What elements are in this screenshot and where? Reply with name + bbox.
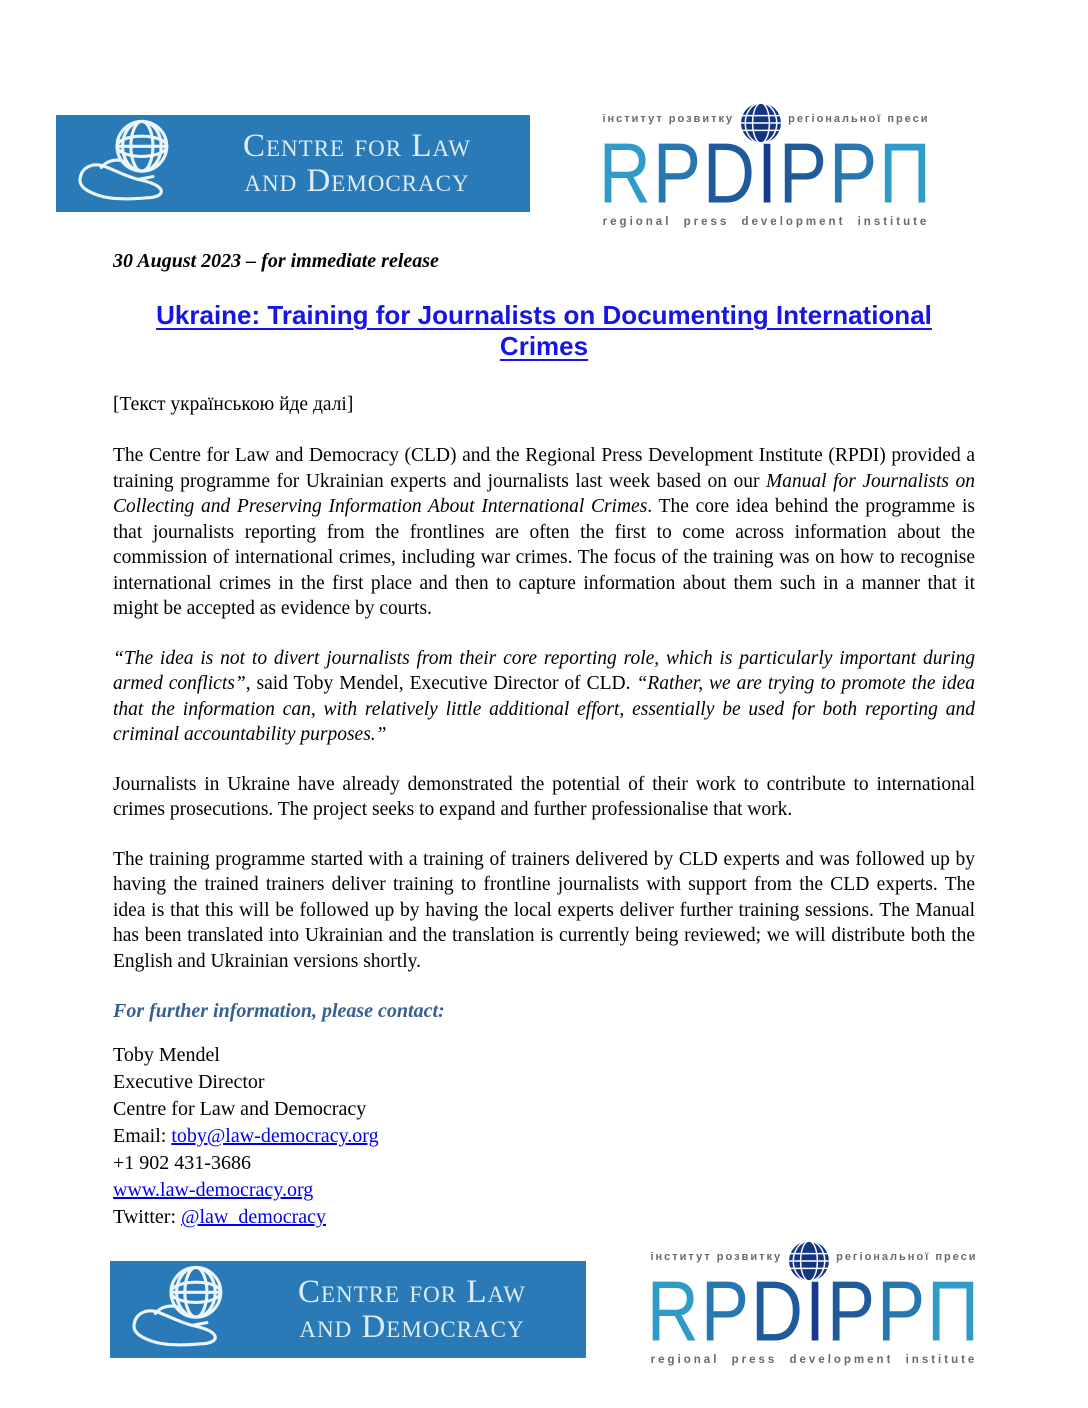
- cld-logo-text: [252, 1275, 572, 1344]
- rpdi-ukr-left: інститут розвитку: [650, 1251, 783, 1263]
- paragraph-intro: [113, 443, 975, 622]
- twitter-link[interactable]: @law_democracy: [181, 1206, 327, 1228]
- email-label: Email:: [113, 1125, 172, 1147]
- hand-globe-icon: [124, 1261, 242, 1358]
- rpdi-letter: D: [703, 126, 758, 222]
- hand-globe-icon: [70, 115, 188, 212]
- cld-logo-top: [56, 115, 530, 212]
- quote-part2: “Rather, we are trying to promote the idea that the information can, with relatively little additional effort, essentially be used for both reporting and criminal accountability purposes.”: [113, 673, 975, 745]
- manual-title-italic: Manual for Journalists on Collecting and Preserving Information About International Crimes: [113, 470, 975, 517]
- rpdi-letter: Р: [779, 126, 830, 222]
- rpdi-letter: Р: [829, 126, 880, 222]
- page-title: Ukraine: Training for Journalists on Documenting International Crimes: [156, 300, 932, 361]
- contact-org: Centre for Law and Democracy: [113, 1098, 367, 1120]
- cld-logo-line1: Centre for Law: [298, 1273, 526, 1310]
- rpdi-ukr-right: регіональної преси: [788, 113, 930, 125]
- quote-attribution: , said Toby Mendel, Executive Director of CLD.: [245, 673, 637, 694]
- contact-phone: +1 902 431-3686: [113, 1152, 251, 1174]
- cld-logo-text: [198, 129, 516, 198]
- rpdi-letter: І: [757, 126, 780, 222]
- contact-website-line: [113, 1177, 975, 1204]
- rpdi-ukr-left: інститут розвитку: [602, 113, 735, 125]
- rpdi-letter: R: [646, 1264, 702, 1360]
- rpdi-ukr-right: регіональної преси: [836, 1251, 978, 1263]
- date-line: 30 August 2023 – for immediate release: [113, 250, 439, 272]
- rpdi-letter: Р: [877, 1264, 928, 1360]
- website-link[interactable]: www.law-democracy.org: [113, 1179, 314, 1201]
- cld-logo-bottom: [110, 1261, 586, 1358]
- twitter-label: Twitter:: [113, 1206, 182, 1228]
- cld-logo-line1: Centre for Law: [243, 127, 471, 164]
- rpdi-letter: І: [805, 1264, 828, 1360]
- contact-heading: For further information, please contact:: [113, 1000, 445, 1022]
- paragraph-training: The training programme started with a training of trainers delivered by CLD experts and was followed up by having the trained trainers deliver training to frontline journalists with support from the CLD experts. The idea is that this will be followed up by having the local experts deliver further training sessions. The Manual has been translated into Ukrainian and the translation is currently being reviewed; we will distribute both the English and Ukrainian versions shortly.: [113, 848, 975, 972]
- rpdi-logo-bottom: [644, 1240, 984, 1366]
- rpdi-subtitle: regional press development institute: [650, 1354, 978, 1366]
- cld-logo-line2: and Democracy: [244, 162, 470, 199]
- contact-name: Toby Mendel: [113, 1044, 220, 1066]
- rpdi-logo-top: [596, 102, 936, 228]
- paragraph-intro-rest: . The core idea behind the programme is that journalists reporting from the frontlines are often the first to come across information about the commission of international crimes, including war crimes. The focus of the training was on how to recognise international crimes in the first place and then to capture information about them such in a manner that it might be accepted as evidence by courts.: [113, 496, 976, 619]
- rpdi-letter: Р: [827, 1264, 878, 1360]
- contact-role: Executive Director: [113, 1071, 265, 1093]
- email-link[interactable]: toby@law-democracy.org: [171, 1125, 379, 1147]
- paragraph-journalists: Journalists in Ukraine have already demonstrated the potential of their work to contribute to international crimes prosecutions. The project seeks to expand and further professionalise that work.: [113, 773, 975, 820]
- rpdi-letter: R: [598, 126, 654, 222]
- rpdi-letter: D: [751, 1264, 806, 1360]
- contact-block: [113, 1042, 975, 1231]
- cld-logo-line2: and Democracy: [299, 1308, 525, 1345]
- rpdi-subtitle: regional press development institute: [602, 216, 930, 228]
- paragraph-quote: [113, 646, 975, 748]
- rpdi-letter: P: [653, 126, 704, 222]
- rpdi-letter: П: [927, 1264, 982, 1360]
- contact-email-line: [113, 1123, 975, 1150]
- quote-part1: “The idea is not to divert journalists from their core reporting role, which is particularly important during armed conflicts”: [113, 647, 975, 694]
- ukrainian-note: [Текст українською йде далі]: [113, 394, 354, 415]
- rpdi-letter: P: [701, 1264, 752, 1360]
- contact-twitter-line: [113, 1204, 975, 1231]
- document-body: [113, 250, 975, 1231]
- rpdi-letter: П: [879, 126, 934, 222]
- paragraph-intro-text: The Centre for Law and Democracy (CLD) and the Regional Press Development Institute (RPDI) provided a training programme for Ukrainian experts and journalists last week based on our: [113, 445, 975, 492]
